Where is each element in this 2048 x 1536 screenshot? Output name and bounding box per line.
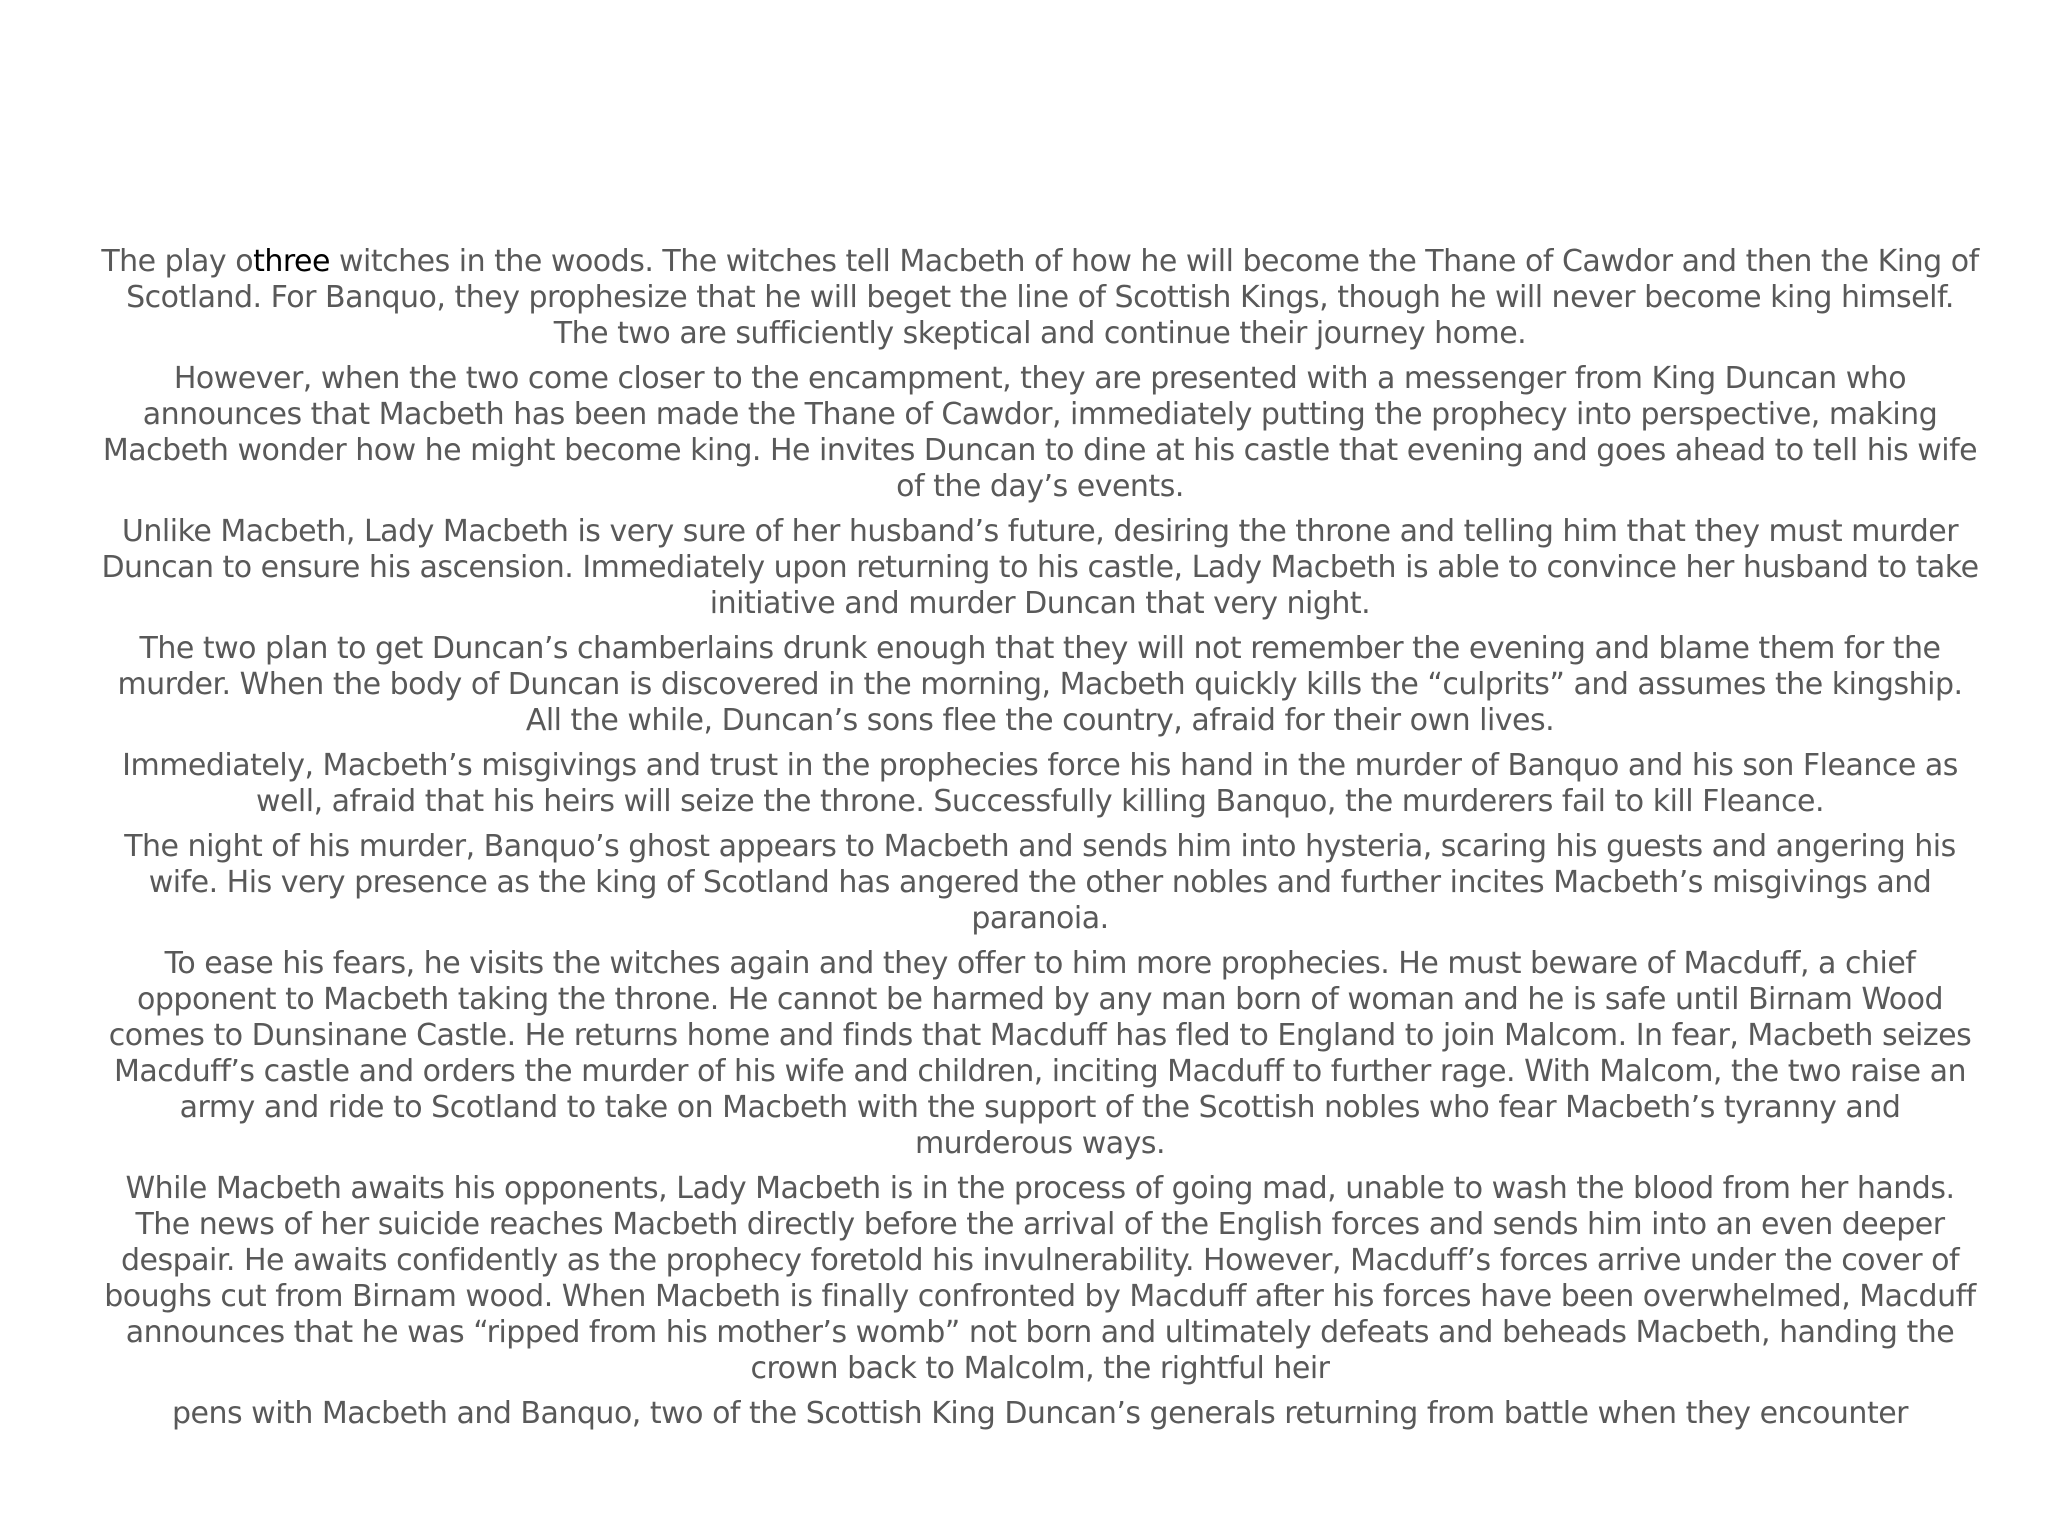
paragraph-2: However, when the two come closer to the encampment, they are presented with a messenger from King Duncan who announces that Macbeth has been made the Thane of Cawdor, immediately putting the prophecy into perspective, making Macbeth wonder how he might become king. He invites Duncan to dine at his castle that evening and goes ahead to tell his wife of the day’s events. — [102, 361, 1978, 504]
paragraph-1-rest: witches in the woods. The witches tell Macbeth of how he will become the Thane of Cawdor and then the King of Scotland. For Banquo, they prophesize that he will beget the line of Scottish Kings, though he will never become king himself. The two are sufficiently skeptical and continue their journey home. — [126, 244, 1979, 351]
paragraph-1 — [100, 244, 1980, 352]
paragraph-7: To ease his fears, he visits the witches again and they offer to him more prophecies. He must beware of Macduff, a chief opponent to Macbeth taking the throne. He cannot be harmed by any man born of woman and he is safe until Birnam Wood comes to Dunsinane Castle. He returns home and finds that Macduff has fled to England to join Malcom. In fear, Macbeth seizes Macduff’s castle and orders the murder of his wife and children, inciting Macduff to further rage. With Malcom, the two raise an army and ride to Scotland to take on Macbeth with the support of the Scottish nobles who fear Macbeth’s tyranny and murderous ways. — [108, 946, 1972, 1161]
paragraph-1-prefix: The play o — [101, 244, 254, 279]
paragraph-8: While Macbeth awaits his opponents, Lady Macbeth is in the process of going mad, unable to wash the blood from her hands. The news of her suicide reaches Macbeth directly before the arrival of the English forces and sends him into an even deeper despair. He awaits confidently as the prophecy foretold his invulnerability. However, Macduff’s forces arrive under the cover of boughs cut from Birnam wood. When Macbeth is finally confronted by Macduff after his forces have been overwhelmed, Macduff announces that he was “ripped from his mother’s womb” not born and ultimately defeats and beheads Macbeth, handing the crown back to Malcolm, the rightful heir — [104, 1171, 1976, 1386]
paragraph-6: The night of his murder, Banquo’s ghost appears to Macbeth and sends him into hysteria, scaring his guests and angering his wife. His very presence as the king of Scotland has angered the other nobles and further incites Macbeth’s misgivings and paranoia. — [124, 829, 1956, 936]
slide-text-body — [100, 244, 1980, 1441]
paragraph-4: The two plan to get Duncan’s chamberlains drunk enough that they will not remember the evening and blame them for the murder. When the body of Duncan is discovered in the morning, Macbeth quickly kills the “culprits” and assumes the kingship. All the while, Duncan’s sons flee the country, afraid for their own lives. — [117, 631, 1963, 738]
highlighted-word: three — [253, 244, 330, 279]
paragraph-3: Unlike Macbeth, Lady Macbeth is very sure of her husband’s future, desiring the throne and telling him that they must murder Duncan to ensure his ascension. Immediately upon returning to his castle, Lady Macbeth is able to convince her husband to take initiative and murder Duncan that very night. — [101, 514, 1979, 621]
paragraph-5: Immediately, Macbeth’s misgivings and trust in the prophecies force his hand in the murder of Banquo and his son Fleance as well, afraid that his heirs will seize the throne. Successfully killing Banquo, the murderers fail to kill Fleance. — [122, 748, 1958, 819]
paragraph-9: pens with Macbeth and Banquo, two of the Scottish King Duncan’s generals returning from battle when they encounter — [172, 1396, 1908, 1431]
